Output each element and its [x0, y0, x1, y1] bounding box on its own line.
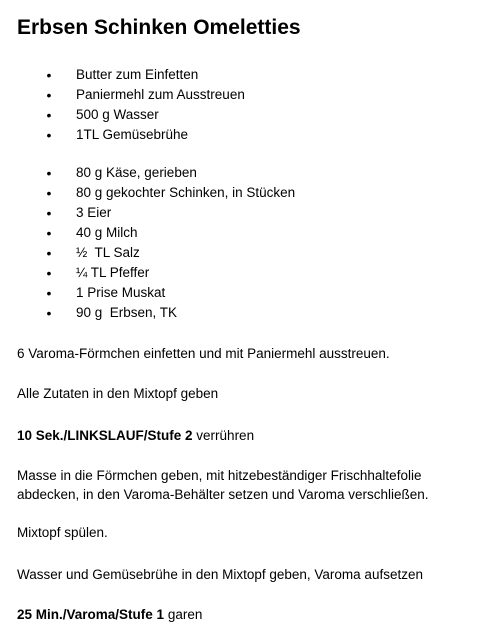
bullet-icon: • — [46, 225, 52, 241]
ingredient-text: 90 g Erbsen, TK — [76, 305, 178, 320]
bullet-icon: • — [46, 67, 52, 83]
step-prepare-molds: 6 Varoma-Förmchen einfetten und mit Paniermehl ausstreuen. — [17, 346, 390, 361]
ingredient-text: 500 g Wasser — [76, 107, 159, 122]
step-mix-text: verrühren — [192, 428, 255, 443]
step-cook-text: garen — [164, 607, 203, 622]
ingredient-text: 3 Eier — [76, 205, 112, 220]
bullet-icon: • — [46, 285, 52, 301]
ingredient-text: ½ TL Salz — [76, 245, 140, 260]
step-add-water: Wasser und Gemüsebrühe in den Mixtopf geben, Varoma aufsetzen — [17, 567, 423, 582]
bullet-icon: • — [46, 107, 52, 123]
ingredient-text: 80 g gekochter Schinken, in Stücken — [76, 185, 296, 200]
ingredient-text: 1TL Gemüsebrühe — [76, 127, 189, 142]
ingredient-text: 80 g Käse, gerieben — [76, 165, 197, 180]
step-fill-molds-line-1: Masse in die Förmchen geben, mit hitzebeständiger Frischhaltefolie — [17, 468, 422, 483]
step-rinse: Mixtopf spülen. — [17, 525, 108, 540]
ingredient-text: Paniermehl zum Ausstreuen — [76, 87, 245, 102]
step-fill-molds-line-2: abdecken, in den Varoma-Behälter setzen und Varoma verschließen. — [17, 487, 429, 502]
bullet-icon: • — [46, 305, 52, 321]
ingredient-text: 1 Prise Muskat — [76, 285, 166, 300]
bullet-icon: • — [46, 165, 52, 181]
step-add-ingredients: Alle Zutaten in den Mixtopf geben — [17, 386, 219, 401]
ingredient-text: Butter zum Einfetten — [76, 67, 199, 82]
bullet-icon: • — [46, 245, 52, 261]
bullet-icon: • — [46, 127, 52, 143]
step-cook — [17, 605, 202, 624]
bullet-icon: • — [46, 87, 52, 103]
recipe-title: Erbsen Schinken Omeletties — [17, 16, 301, 39]
ingredient-text: 40 g Milch — [76, 225, 138, 240]
step-fill-molds — [17, 466, 428, 504]
thermomix-setting-mix: 10 Sek./LINKSLAUF/Stufe 2 — [17, 428, 193, 443]
bullet-icon: • — [46, 205, 52, 221]
bullet-icon: • — [46, 185, 52, 201]
step-mix — [17, 426, 254, 445]
ingredient-text: ¼ TL Pfeffer — [76, 265, 150, 280]
thermomix-setting-cook: 25 Min./Varoma/Stufe 1 — [17, 607, 165, 622]
bullet-icon: • — [46, 265, 52, 281]
